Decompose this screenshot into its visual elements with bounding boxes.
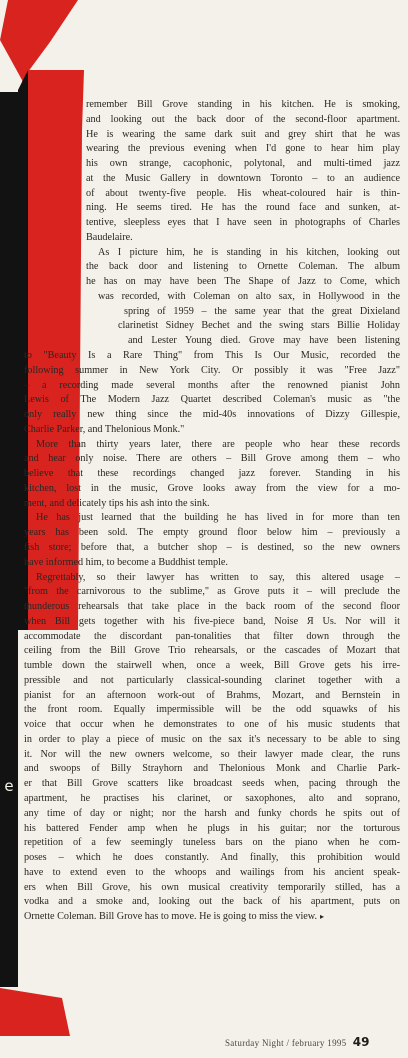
continue-arrow-icon: ▸	[320, 912, 325, 922]
text-line: poses – which he does constantly. And finally, this prohibition would	[24, 852, 400, 864]
text-line: when Bill gets together with his five-piece band, Noise Я Us. Nor will it	[24, 615, 400, 627]
page-footer	[225, 1035, 405, 1055]
text-line: and Lester Young died. Grove may have been listening	[128, 335, 400, 347]
text-line: Baudelaire.	[86, 231, 133, 243]
text-line: the front room. Equally impermissible will be the odd squawks of his	[24, 704, 400, 716]
text-line: fish store; before that, a butcher shop – is destined, so the new owners	[24, 541, 400, 553]
page-number: 49	[352, 1035, 370, 1049]
side-bar-letter: e	[4, 777, 14, 795]
article-paragraph	[24, 246, 400, 438]
text-line: ning. He seems tired. He has the round face and sunken, at-	[86, 202, 400, 214]
text-line: As I picture him, he is standing in his kitchen, looking out	[98, 246, 400, 258]
text-line: at the Music Gallery in downtown Toronto – to an audience	[86, 172, 400, 184]
article-paragraph	[24, 511, 400, 570]
text-line: to "Beauty Is a Rare Thing" from This Is Our Music, recorded the	[24, 350, 400, 362]
text-line: and hear only noise. There are others – Bill Grove among them – who	[24, 453, 400, 465]
text-line: repetition of a few seemingly tuneless bars on the piano when he com-	[24, 837, 400, 849]
text-line: remember Bill Grove standing in his kitchen. He is smoking,	[86, 99, 400, 110]
text-line: it. Nor will the new owners welcome, so their lawyer made clear, the runs	[24, 748, 400, 760]
text-line: pianist for an afternoon work-out of Brahms, Mozart, and Bernstein in	[24, 689, 400, 701]
publication-credit: Saturday Night / february 1995	[225, 1038, 347, 1048]
text-line: – a recording made several months after the renowned pianist John	[24, 379, 400, 391]
text-line: accommodate the discordant pan-tonalities that filter down through the	[24, 630, 400, 642]
text-line: He has just learned that the building he has lived in for more than ten	[36, 512, 400, 524]
red-corner-graphic	[0, 988, 70, 1036]
text-line: wearing the previous evening when I'd gone to hear him play	[86, 143, 400, 155]
text-line: vodka and a smoke and, looking out the back of his apartment, puts on	[24, 896, 400, 908]
article-body	[24, 98, 400, 925]
text-line: in order to play a piece of music on the sax it's necessary to be able to sing	[24, 733, 400, 745]
text-line: "from the carnivorous to the sublime," as Grove puts it – will preclude the	[24, 586, 400, 598]
text-line: his battered Fender amp when he plugs in his guitar; nor the torturous	[24, 822, 400, 834]
text-line: spring of 1959 – the same year that the great Dixieland	[124, 305, 400, 317]
text-line: his own strange, cacophonic, polytonal, and multi-timed jazz	[86, 158, 400, 170]
text-line: er that Bill Grove scatters like broadcast seeds when, pacing through the	[24, 778, 400, 790]
text-line: ceiling from the Bill Grove Trio rehearsals, or the cascades of Mozart that	[24, 645, 400, 657]
article-paragraph	[24, 571, 400, 925]
text-line: believe that these recordings changed jazz forever. Standing in his	[24, 468, 400, 480]
text-line: of about twenty-five people. His wheat-coloured hair is thin-	[86, 187, 400, 199]
article-paragraph	[86, 98, 400, 246]
text-line: have informed him, to become a Buddhist temple.	[24, 556, 228, 568]
text-line: clarinetist Sidney Bechet and the swing stars Billie Holiday	[118, 320, 400, 332]
text-line: pressible and not particularly classical-sounding clarinet together with a	[24, 674, 400, 686]
article-paragraph	[24, 438, 400, 512]
red-diamond-graphic	[0, 0, 78, 80]
text-line: any time of day or night; nor the harsh and funky chords he spits out of	[24, 807, 400, 819]
text-line: was recorded, with Coleman on alto sax, in Hollywood in the	[98, 290, 400, 302]
text-line: Ornette Coleman. Bill Grove has to move. He is going to miss the view. ▸	[24, 911, 325, 923]
text-line: thunderous rehearsals that take place in the back room of the second floor	[24, 601, 400, 613]
text-line: the back door and listening to Ornette Coleman. The album	[86, 261, 400, 273]
text-line: and swoops of Billy Strayhorn and Thelonious Monk and Charlie Park-	[24, 763, 400, 775]
text-line: voice that occur when he demonstrates to one of his music students that	[24, 719, 400, 731]
text-line: years has been sold. The empty ground floor below him – previously a	[24, 527, 400, 539]
text-line: ment, and delicately tips his ash into the sink.	[24, 497, 210, 509]
text-line: apartment, he practises his clarinet, or saxophones, alto and soprano,	[24, 792, 400, 804]
text-line: he has on may have been The Shape of Jazz to Come, which	[86, 276, 400, 288]
text-line: He is wearing the same dark suit and grey shirt that he was	[86, 128, 400, 140]
text-line: have to extend even to the whoops and wailings from his ancient speak-	[24, 866, 400, 878]
text-line: More than thirty years later, there are people who hear these records	[36, 438, 400, 450]
black-side-bar	[0, 92, 18, 987]
text-line: only really new thing since the mid-40s innovations of Dizzy Gillespie,	[24, 409, 400, 421]
text-line: kitchen, lost in the music, Grove looks away from the view for a mo-	[24, 482, 400, 494]
text-line: ers when Bill Grove, his own musical creativity temporarily stilled, has a	[24, 881, 400, 893]
text-line: tentive, sleepless eyes that I have seen in photographs of Charles	[86, 217, 400, 229]
text-line: and looking out the back door of the second-floor apartment.	[86, 113, 400, 125]
text-line: Lewis of The Modern Jazz Quartet described Coleman's music as "the	[24, 394, 400, 406]
text-line: following summer in New York City. Or possibly it was "Free Jazz"	[24, 364, 400, 376]
text-line: Regrettably, so their lawyer has written to say, this altered usage –	[36, 571, 400, 583]
text-line: tumble down the stairwell when, once a week, Bill Grove gets his irre-	[24, 660, 400, 672]
text-line: Charlie Parker, and Thelonious Monk."	[24, 423, 185, 435]
